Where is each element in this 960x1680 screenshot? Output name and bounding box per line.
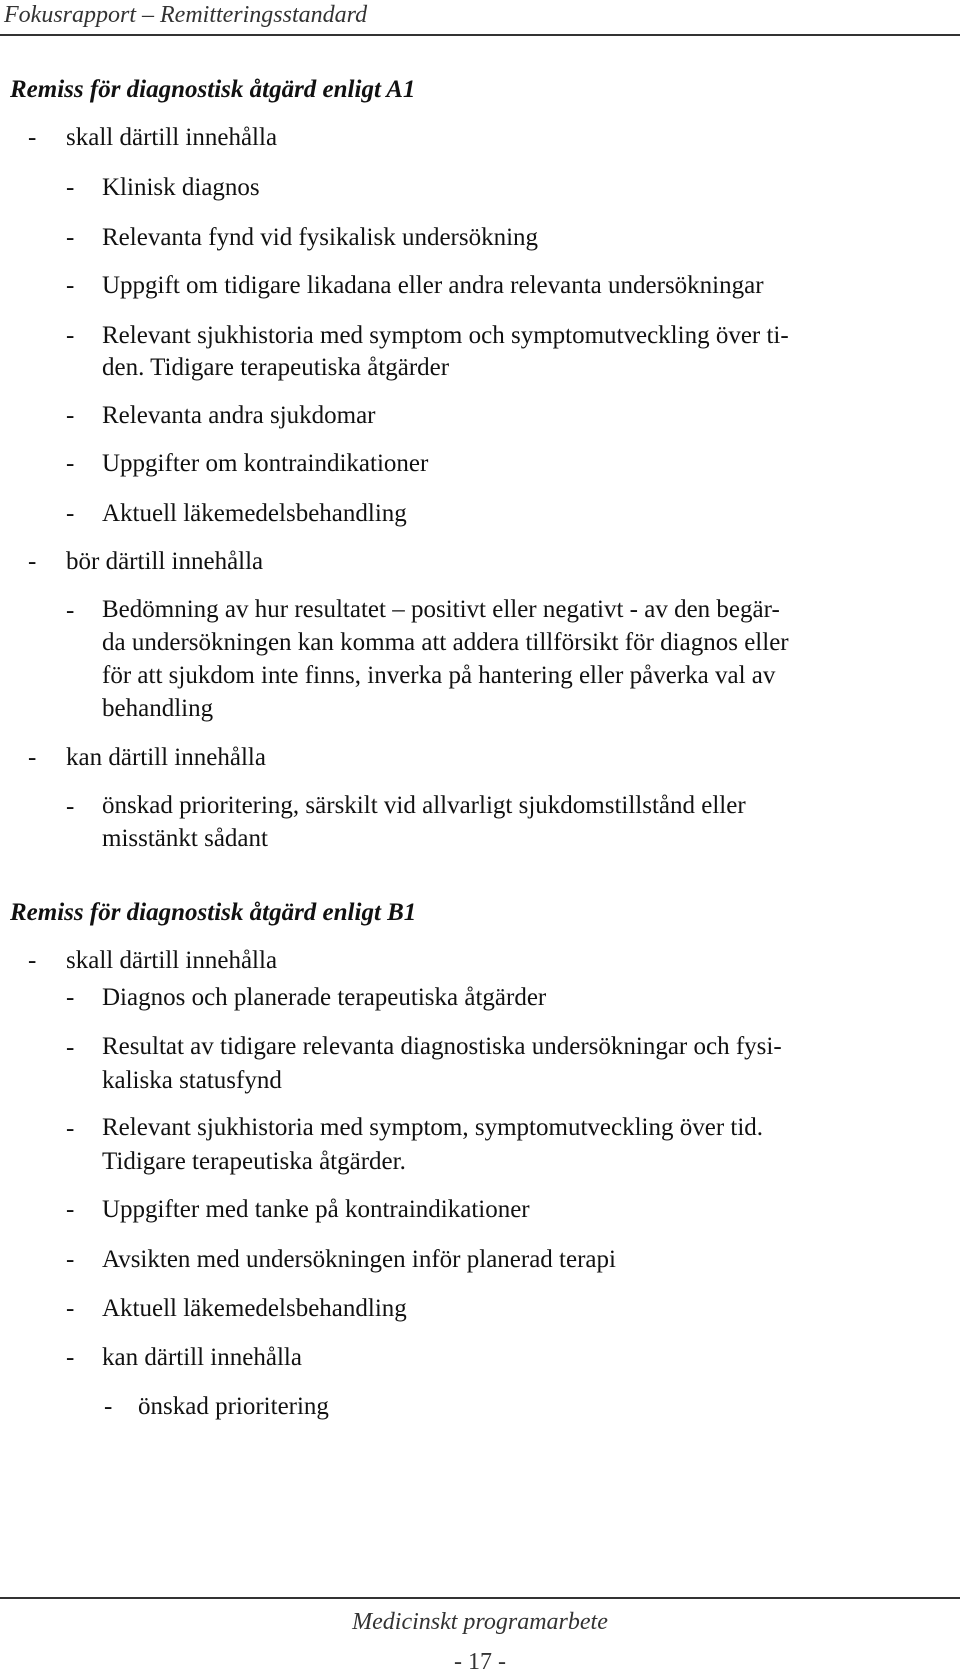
header-title: Fokusrapport – Remitteringsstandard [4,2,368,28]
section-a1-heading: Remiss för diagnostisk åtgärd enligt A1 [10,76,416,103]
page-number: - 17 - [454,1649,506,1675]
section-b1-heading: Remiss för diagnostisk åtgärd enligt B1 [10,899,417,926]
a1-shall-item-continuation: den. Tidigare terapeutiska åtgärder [102,354,450,381]
footer-title: Medicinskt programarbete [352,1609,608,1635]
header-rule [0,34,960,36]
footer-rule [0,1597,960,1599]
